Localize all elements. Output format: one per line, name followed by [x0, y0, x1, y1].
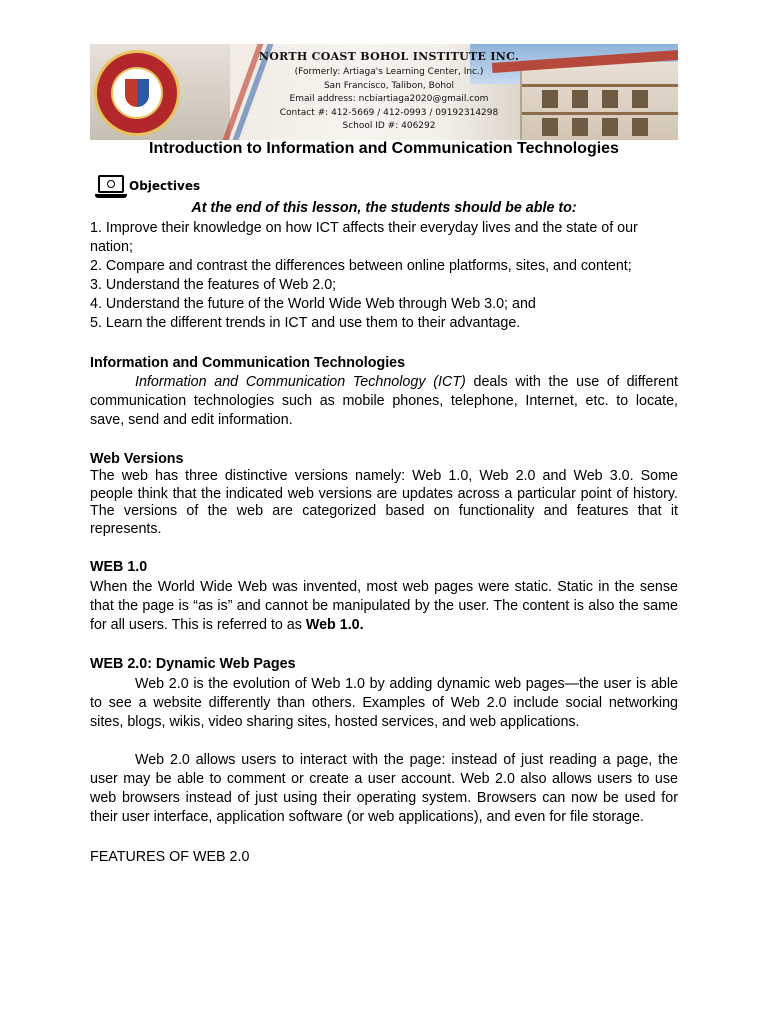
web2-paragraph-2: Web 2.0 allows users to interact with the page: instead of just reading a page, the user may be able to comment or create a user account. Web 2.0 also allows users to use web browsers instead of just using their operating system. Browsers can now be used for their user interface, application software (or web applications), and even for file storage.	[90, 752, 678, 825]
web1-paragraph	[90, 578, 678, 635]
objective-item: 4. Understand the future of the World Wide Web through Web 3.0; and	[90, 296, 536, 312]
objective-item: 2. Compare and contrast the differences between online platforms, sites, and content;	[90, 258, 632, 274]
school-contact: Contact #: 412-5669 / 412-0993 / 09192314298	[279, 107, 499, 118]
objective-item: 1. Improve their knowledge on how ICT affects their everyday lives and the state of our nation;	[90, 220, 638, 255]
lesson-title: Introduction to Information and Communication Technologies	[149, 140, 619, 157]
web1-term: Web 1.0.	[305, 617, 364, 633]
school-formerly: (Formerly: Artiaga's Learning Center, Inc.)	[294, 67, 484, 77]
ict-paragraph	[90, 373, 678, 430]
school-info	[254, 50, 524, 134]
ict-body: deals with the use of different communication technologies such as mobile phones, telephone, Internet, etc. to locate, save, send and edit information.	[90, 374, 678, 428]
school-email: Email address: ncbiartiaga2020@gmail.com	[289, 94, 489, 104]
web2-paragraph-1: Web 2.0 is the evolution of Web 1.0 by adding dynamic web pages—the user is able to see a website differently than others. Examples of Web 2.0 include social networking sites, blogs, wikis, video sharing sites, hosted services, and web applications.	[90, 676, 678, 730]
objectives-label	[95, 172, 200, 202]
web-versions-paragraph: The web has three distinctive versions namely: Web 1.0, Web 2.0 and Web 3.0. Some people think that the indicated web versions are updates across a particular point of history. The versions of the web are categorized based on functionality and features that it represents.	[90, 468, 678, 537]
objectives-icon-label: Objectives	[129, 179, 201, 193]
objective-item: 3. Understand the features of Web 2.0;	[90, 277, 337, 293]
school-name: NORTH COAST BOHOL INSTITUTE INC.	[258, 50, 520, 63]
web2-features-heading: FEATURES OF WEB 2.0	[90, 849, 250, 865]
laptop-icon	[95, 173, 127, 201]
school-logo	[94, 50, 180, 136]
ict-term: Information and Communication Technology (ICT)	[135, 374, 466, 390]
web2-heading: WEB 2.0: Dynamic Web Pages	[90, 656, 296, 672]
shield-icon	[125, 79, 149, 107]
school-address: San Francisco, Talibon, Bohol	[323, 80, 455, 91]
objective-item: 5. Learn the different trends in ICT and use them to their advantage.	[90, 315, 521, 331]
objectives-list	[90, 219, 678, 333]
objectives-intro: At the end of this lesson, the students should be able to:	[191, 200, 577, 216]
web1-body: When the World Wide Web was invented, most web pages were static. Static in the sense that the page is “as is” and cannot be manipulated by the user. The content is also the same for all users. This is referred to as	[90, 579, 678, 633]
web-versions-heading: Web Versions	[90, 451, 184, 467]
school-building-image	[520, 62, 678, 140]
school-header-banner	[90, 44, 678, 140]
school-id: School ID #: 406292	[342, 121, 436, 131]
web1-heading: WEB 1.0	[90, 559, 148, 575]
ict-heading: Information and Communication Technologies	[90, 355, 406, 371]
